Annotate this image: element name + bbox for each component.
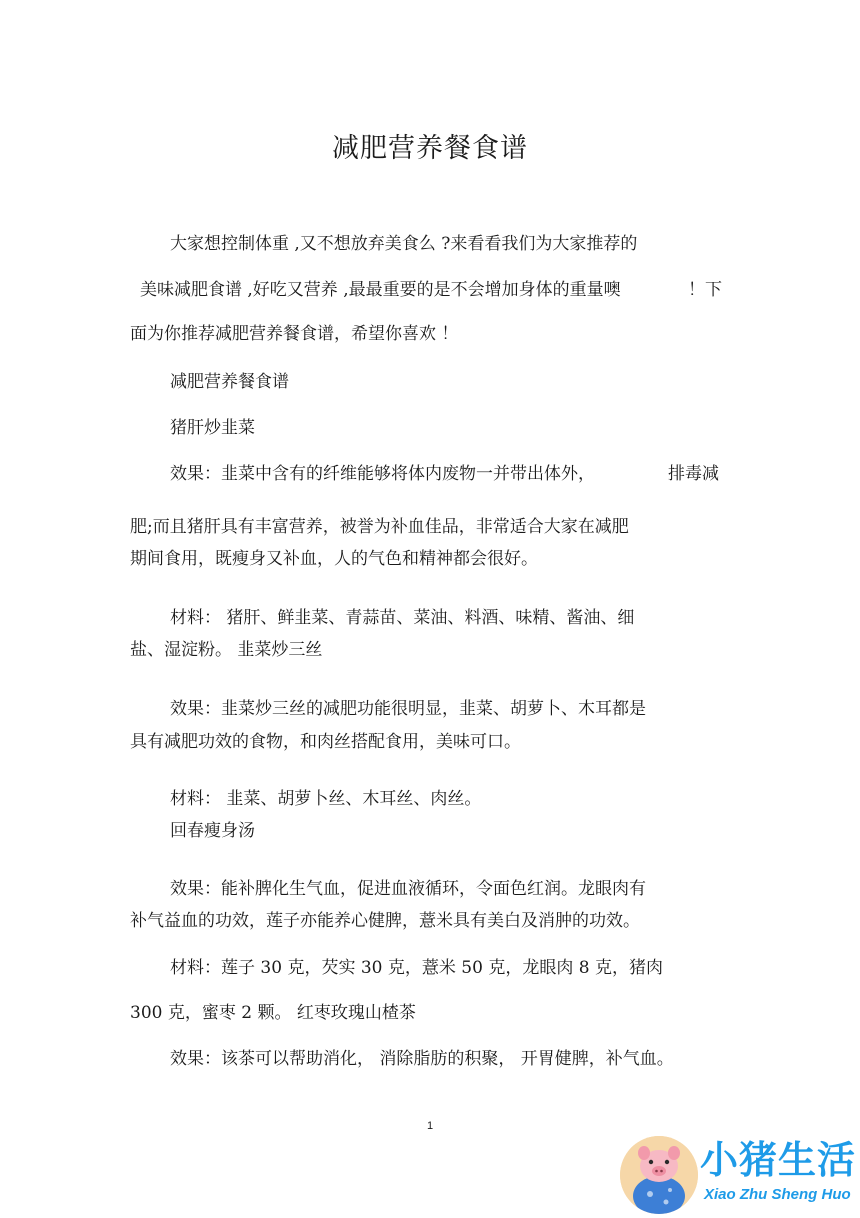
brand-name-pinyin: Xiao Zhu Sheng Huo	[704, 1186, 851, 1203]
paragraph-line: 美味减肥食谱 ,好吃又营养 ,最最重要的是不会增加身体的重量噢	[140, 280, 621, 300]
paragraph-line: 效果：韭菜炒三丝的减肥功能很明显，韭菜、胡萝卜、木耳都是	[170, 699, 646, 719]
paragraph-line: 材料： 猪肝、鲜韭菜、青蒜苗、菜油、料酒、味精、酱油、细	[170, 608, 635, 628]
paragraph-line: 排毒减	[668, 464, 719, 484]
paragraph-line: 材料： 韭菜、胡萝卜丝、木耳丝、肉丝。	[170, 789, 482, 809]
paragraph-line: 肥;而且猪肝具有丰富营养，被誉为补血佳品，非常适合大家在减肥	[130, 517, 629, 537]
paragraph-line: 材料：莲子 30 克，芡实 30 克，薏米 50 克，龙眼肉 8 克，猪肉	[170, 958, 663, 978]
watermark-logo	[618, 1134, 858, 1216]
paragraph-line: 具有减肥功效的食物，和肉丝搭配食用，美味可口。	[130, 732, 521, 752]
paragraph-line: 补气益血的功效，莲子亦能养心健脾，薏米具有美白及消肿的功效。	[130, 911, 640, 931]
paragraph-line: 效果：韭菜中含有的纤维能够将体内废物一并带出体外，	[170, 464, 595, 484]
paragraph-line: 大家想控制体重 ,又不想放弃美食么 ?来看看我们为大家推荐的	[170, 234, 638, 254]
paragraph-line: 面为你推荐减肥营养餐食谱，希望你喜欢 ！	[130, 324, 459, 344]
pig-mascot-icon	[620, 1136, 698, 1214]
page-number: 1	[426, 1120, 434, 1132]
document-title: 减肥营养餐食谱	[332, 133, 528, 164]
recipe-name: 猪肝炒韭菜	[170, 418, 255, 438]
paragraph-line: 效果：能补脾化生气血，促进血液循环，令面色红润。龙眼肉有	[170, 879, 646, 899]
paragraph-line: ！下	[688, 280, 722, 300]
paragraph-line: 盐、湿淀粉。 韭菜炒三丝	[130, 640, 323, 660]
section-heading: 减肥营养餐食谱	[170, 372, 289, 392]
paragraph-line: 效果：该茶可以帮助消化， 消除脂肪的积聚， 开胃健脾，补气血。	[170, 1049, 674, 1069]
recipe-name: 回春瘦身汤	[170, 821, 255, 841]
paragraph-line: 300 克，蜜枣 2 颗。 红枣玫瑰山楂茶	[130, 1003, 416, 1023]
brand-name-chinese: 小猪生活	[700, 1138, 857, 1182]
paragraph-line: 期间食用，既瘦身又补血，人的气色和精神都会很好。	[130, 549, 538, 569]
